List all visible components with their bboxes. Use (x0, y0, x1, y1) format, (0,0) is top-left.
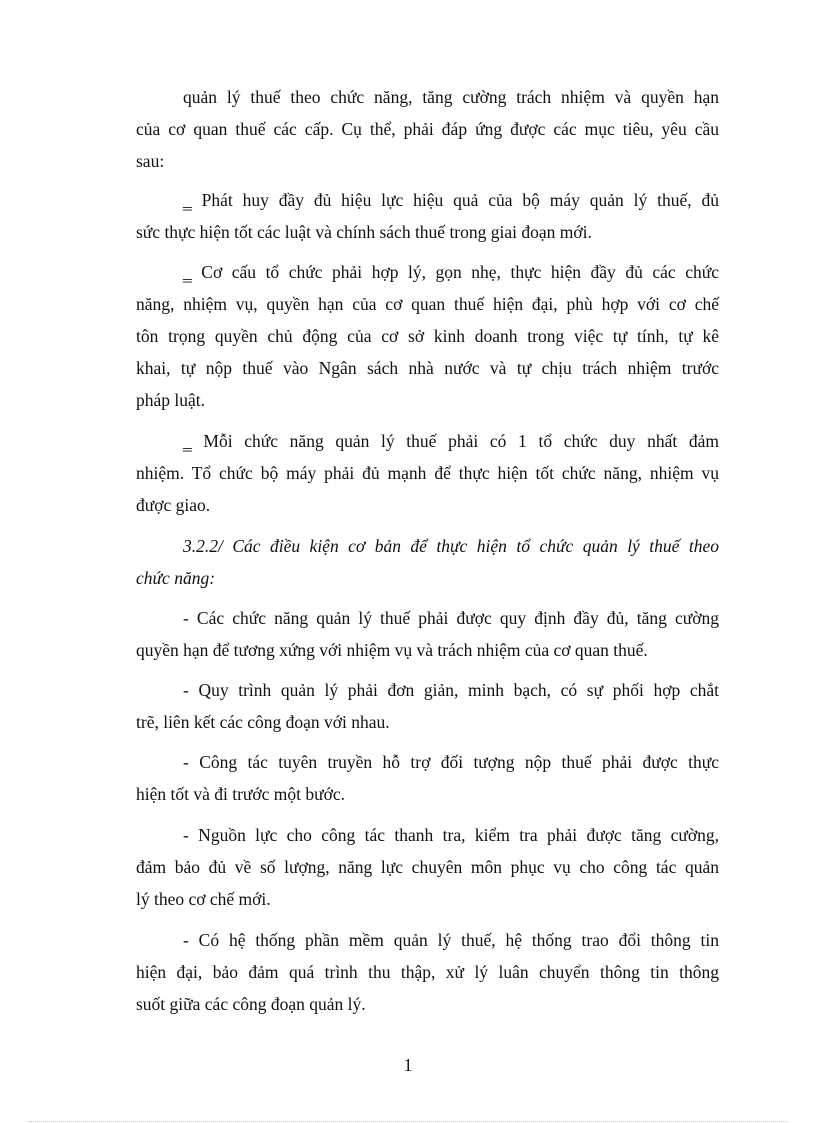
paragraph-line: của cơ quan thuế các cấp. Cụ thể, phải đáp ứng được các mục tiêu, yêu cầu (136, 119, 719, 139)
paragraph-line: quyền hạn để tương xứng với nhiệm vụ và trách nhiệm của cơ quan thuế. (136, 640, 648, 660)
bullet-line: ‗ Cơ cấu tổ chức phải hợp lý, gọn nhẹ, thực hiện đầy đủ các chức (183, 262, 719, 282)
page-bottom-divider (28, 1121, 788, 1122)
paragraph-line: quản lý thuế theo chức năng, tăng cường trách nhiệm và quyền hạn (183, 87, 719, 107)
paragraph-line: được giao. (136, 495, 211, 515)
paragraph-line: pháp luật. (136, 390, 206, 410)
bullet-line: ‗ Mỗi chức năng quản lý thuế phải có 1 tổ chức duy nhất đảm (183, 431, 719, 451)
page-number: 1 (403, 1055, 413, 1075)
paragraph-line: năng, nhiệm vụ, quyền hạn của cơ quan thuế hiện đại, phù hợp với cơ chế (136, 294, 719, 314)
paragraph-line: suốt giữa các công đoạn quản lý. (136, 994, 366, 1014)
paragraph-line: khai, tự nộp thuế vào Ngân sách nhà nước và tự chịu trách nhiệm trước (136, 358, 719, 378)
paragraph-line: trẽ, liên kết các công đoạn với nhau. (136, 712, 390, 732)
paragraph-line: sau: (136, 151, 165, 171)
list-line: - Nguồn lực cho công tác thanh tra, kiểm tra phải được tăng cường, (183, 825, 719, 845)
section-heading: 3.2.2/ Các điều kiện cơ bản để thực hiện tổ chức quản lý thuế theo (183, 536, 719, 556)
paragraph-line: đảm bảo đủ về số lượng, năng lực chuyên môn phục vụ cho công tác quản (136, 857, 719, 877)
paragraph-line: tôn trọng quyền chủ động của cơ sở kinh doanh trong việc tự tính, tự kê (136, 326, 719, 346)
paragraph-line: nhiệm. Tổ chức bộ máy phải đủ mạnh để thực hiện tốt chức năng, nhiệm vụ (136, 463, 719, 483)
section-heading: chức năng: (136, 568, 216, 588)
list-line: - Công tác tuyên truyền hỗ trợ đối tượng nộp thuế phải được thực (183, 752, 719, 772)
paragraph-line: lý theo cơ chế mới. (136, 889, 271, 909)
paragraph-line: sức thực hiện tốt các luật và chính sách thuế trong giai đoạn mới. (136, 222, 592, 242)
list-line: - Có hệ thống phần mềm quản lý thuế, hệ thống trao đổi thông tin (183, 930, 719, 950)
paragraph-line: hiện đại, bảo đảm quá trình thu thập, xử lý luân chuyển thông tin thông (136, 962, 719, 982)
paragraph-line: hiện tốt và đi trước một bước. (136, 784, 346, 804)
list-line: - Quy trình quản lý phải đơn giản, minh bạch, có sự phối hợp chắt (183, 680, 719, 700)
list-line: - Các chức năng quản lý thuế phải được quy định đầy đủ, tăng cường (183, 608, 719, 628)
bullet-line: ‗ Phát huy đầy đủ hiệu lực hiệu quả của bộ máy quản lý thuế, đủ (183, 190, 719, 210)
